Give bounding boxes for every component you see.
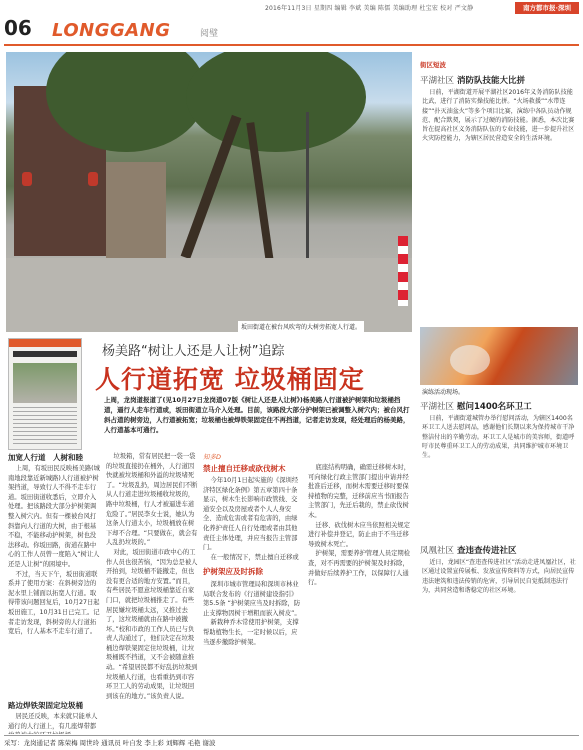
paragraph: 深圳市城市管理局和深圳市林业局联合发布的《行道树建设指引》第5.5条 “护树架应当及时拆除，防止支撑物因树干增粗而嵌入树皮”。 — [203, 581, 301, 617]
paragraph: 在一般情况下，禁止擅自迁移或 — [210, 553, 299, 561]
sidebar-news-3-body: 近日，龙园区“查违查传进社区”活动走进凤凰社区，社区通过设置宣传展板、发放宣传资料等方式，向居民宣传违法建筑和违法传销的危害，引导居民自觉抵制违法行为，共同营造和谐稳定的社区环境。 — [422, 559, 576, 594]
paragraph: 底座结构明确，确需迁移树木时，可向绿化行政主管部门提出申请并经批准后迁移，而树木需要迁移时要保持植物的完整，迁移前应当书面报告主管部门，先迁后栽的，禁止砍伐树木。 — [308, 464, 410, 519]
photo-tree-trunk — [181, 115, 242, 259]
article-column-1 — [8, 464, 102, 698]
news-title: 消防队技能大比拼 — [457, 76, 526, 86]
sidebar-news-3-headline — [420, 544, 517, 556]
paragraph: 不过，当天下午，坂田街道联系并了使用方案：在斜树旁边的泥水里上铺面以拓宽人行道。取得带该问题回复后，10月27日起坂田施工，10月31日已完工。记者走访发现，斜树旁的人行道拓宽后，行人基本不走车行道了。 — [8, 570, 100, 636]
newspaper-brand: 南方都市报·深圳 — [515, 2, 579, 14]
article-column-3 — [203, 476, 303, 562]
news-location: 凤凰社区 — [420, 546, 455, 556]
clipping-text — [13, 407, 77, 447]
section-title: LONGGANG — [52, 20, 171, 41]
paragraph: 垃圾箱，常有居民把一袋一袋的垃圾直接扔在桶外，人行道因快就被垃圾桶和外溢的垃圾堵死了。“垃圾乱扔，周边居民们不断从人行道走进垃圾桶收垃圾的，路中垃圾桶，行人才被逼进车道危险了。”居民李女士说，她认为这条人行道太小，垃圾桶放在树下却不合理。“只要做在，就会有人乱扔垃圾的。” — [106, 453, 198, 547]
photo-lantern — [88, 172, 98, 186]
photo-lantern — [22, 172, 32, 186]
paragraph: 迁移、砍伐树木应当依照相关规定进行补偿并登记，防止由于不当迁移导致树木死亡。 — [308, 521, 410, 548]
article-lead: 上周，龙岗道报道了(见10月27日龙岗道07版《树让人还是人让树》)杨美路人行道被护树架和垃圾桶挡道，逼行人走车行道或，坂田街道立马介入处理。目前，该路段大部分护树架已被调整入树穴内；被台风打斜占道的树旁边，人行道被拓宽；垃圾桶也被焊铁架固定住不再挡道，记者走访发现，经处理后的杨美路，人行道基本可通行。 — [104, 396, 410, 434]
sidebar-news-2-body: 日前，平湖街道城管办举行慰问活动，为辖区1400名环卫工人送去慰问品，感谢他们长期以来为保持城市干净整洁付出的辛勤劳动。环卫工人是城市的美容师，街道呼吁市民尊重环卫工人的劳动成果，共同维护城市环境卫生。 — [422, 415, 575, 460]
main-photo-caption: 坂田街道在被台风吹弯的大树旁拓宽人行道。 — [238, 321, 364, 332]
col3-heading: 禁止擅自迁移或砍伐树木 — [203, 464, 286, 473]
clipping-thumbnail — [8, 338, 82, 450]
sidebar-news-1-body: 日前，平湖街道开展平湖社区2016年义务消防队技能比武，进行了消防实操技能比拼。“火场救援”“水带连接”“扑灭油盆火”等多个项目比赛，演练中各队员动作规范、配合默契，展示了过硬的消防技能。据悉，本次比赛旨在提高社区义务消防队伍的专业技能，进一步提升社区火灾防控能力，为辖区居民营造安全的生活环境。 — [422, 89, 575, 143]
paragraph: 新栽种乔木常使用护树架，支撑帮助植物生长，一定时候以后，应当逐步撤除护树架。 — [203, 619, 299, 646]
article-column-4 — [308, 463, 412, 734]
clipping-headline — [13, 351, 77, 357]
photo-tree-canopy — [186, 52, 366, 152]
clipping-photo — [13, 363, 77, 403]
news-location: 平湖社区 — [420, 76, 455, 86]
article-headline: 人行道拓宽 垃圾桶固定 — [95, 365, 365, 394]
main-photo — [6, 52, 412, 332]
paragraph: 居民还反映，本来就只能单人通行的人行道上，有几座焊带都 — [8, 713, 98, 730]
page-header — [0, 14, 583, 44]
sidebar-section-tag: 街区短波 — [420, 61, 446, 69]
article-column-2 — [106, 452, 200, 734]
article-column-3b — [203, 580, 303, 734]
drill-photo — [420, 327, 578, 385]
paragraph: 今年10月1日起实施的《深圳经济特区绿化条例》第五章第四十条显示，树木生长影响市政管线、交通安全以及房屋或者个人人身安全、造成危害或者有危害的，由绿化养护责任人自行处理或者由其他责任主体处理，并应当报告主管部门。 — [203, 477, 299, 552]
sidebar-tag-knowledge: 知多D — [203, 453, 222, 461]
news-title: 慰问1400名环卫工 — [457, 402, 532, 412]
section-subtitle: 阅璧 — [200, 29, 219, 39]
news-title: 查违查传进社区 — [457, 546, 517, 556]
photo-traffic-cone — [398, 236, 408, 306]
article-kicker: 杨美路“树让人还是人让树”追踪 — [102, 344, 285, 359]
paragraph: 上周，有坂田民反映杨美路(城南地段靠近新城路)人行道被护树架挡道，导致行人不得不走车行道。坂田街道收悉后，立即介入处理。把该路段大部分护树架调整入树穴内。但有一棵被台风打斜靠向人行道的大树，由于根基不稳，不能移动护树架，树也没法移动。你坂田路，街道在路中心的工作人员曾一度陷入“树让人还是人让树”的困境中。 — [8, 465, 100, 568]
page-number: 06 — [4, 16, 32, 40]
clipping-bar — [9, 339, 81, 347]
drill-photo-caption: 演练活动现场。 — [422, 389, 465, 396]
photo-wall — [106, 162, 166, 258]
issue-meta: 2016年11月3日 星期四 编辑 李斌 美编 陈儒 美编助理 杜宝宏 校对 严文静 — [265, 5, 474, 12]
paragraph: 护树架，需要养护管理人员定期检查，对不再需要的护树架及时拆除，并做好后续养护工作，以保障行人通行。 — [308, 550, 410, 587]
sidebar-news-1-headline — [420, 74, 525, 86]
paragraph: 对此，坂田街道市政中心的工作人员也很苦恼，“因为总是被人开拍到，垃圾桶不能撤走，但也没有更合适的地方安置。”而且，有些居民不愿意垃圾桶靠近自家门口，就把垃圾桶推走了。有些居民嫌垃圾桶太远，又推过去了，这垃圾桶就由在路中被撤坏。”校和市政的工作人员已与负责人沟通过了，他们决定在垃圾桶边焊铁架固定住垃圾桶，让垃圾桶既不挡道，又不会被随意推动。“希望居民都不好乱扔垃圾到垃圾桶人行道，也看重扔到市容环卫工人的劳动成果，让垃圾回到该在的地方。”该负责人说。 — [106, 548, 198, 700]
col1-heading: 加宽人行道 人树和睦 — [8, 453, 83, 462]
sidebar-news-2-headline — [420, 400, 532, 412]
article-column-1b — [8, 712, 102, 734]
header-rule — [4, 44, 579, 46]
byline-footer: 采写：龙岗通记者 陈荣梅 周世玲 通讯员 叶自发 李上彩 刘辉辉 毛艳 谢波 — [4, 735, 579, 747]
col3-heading-2: 护树架应及时拆除 — [203, 567, 263, 576]
col1-heading-2: 路边焊铁架固定垃圾桶 — [8, 701, 83, 710]
news-location: 平湖社区 — [420, 402, 455, 412]
